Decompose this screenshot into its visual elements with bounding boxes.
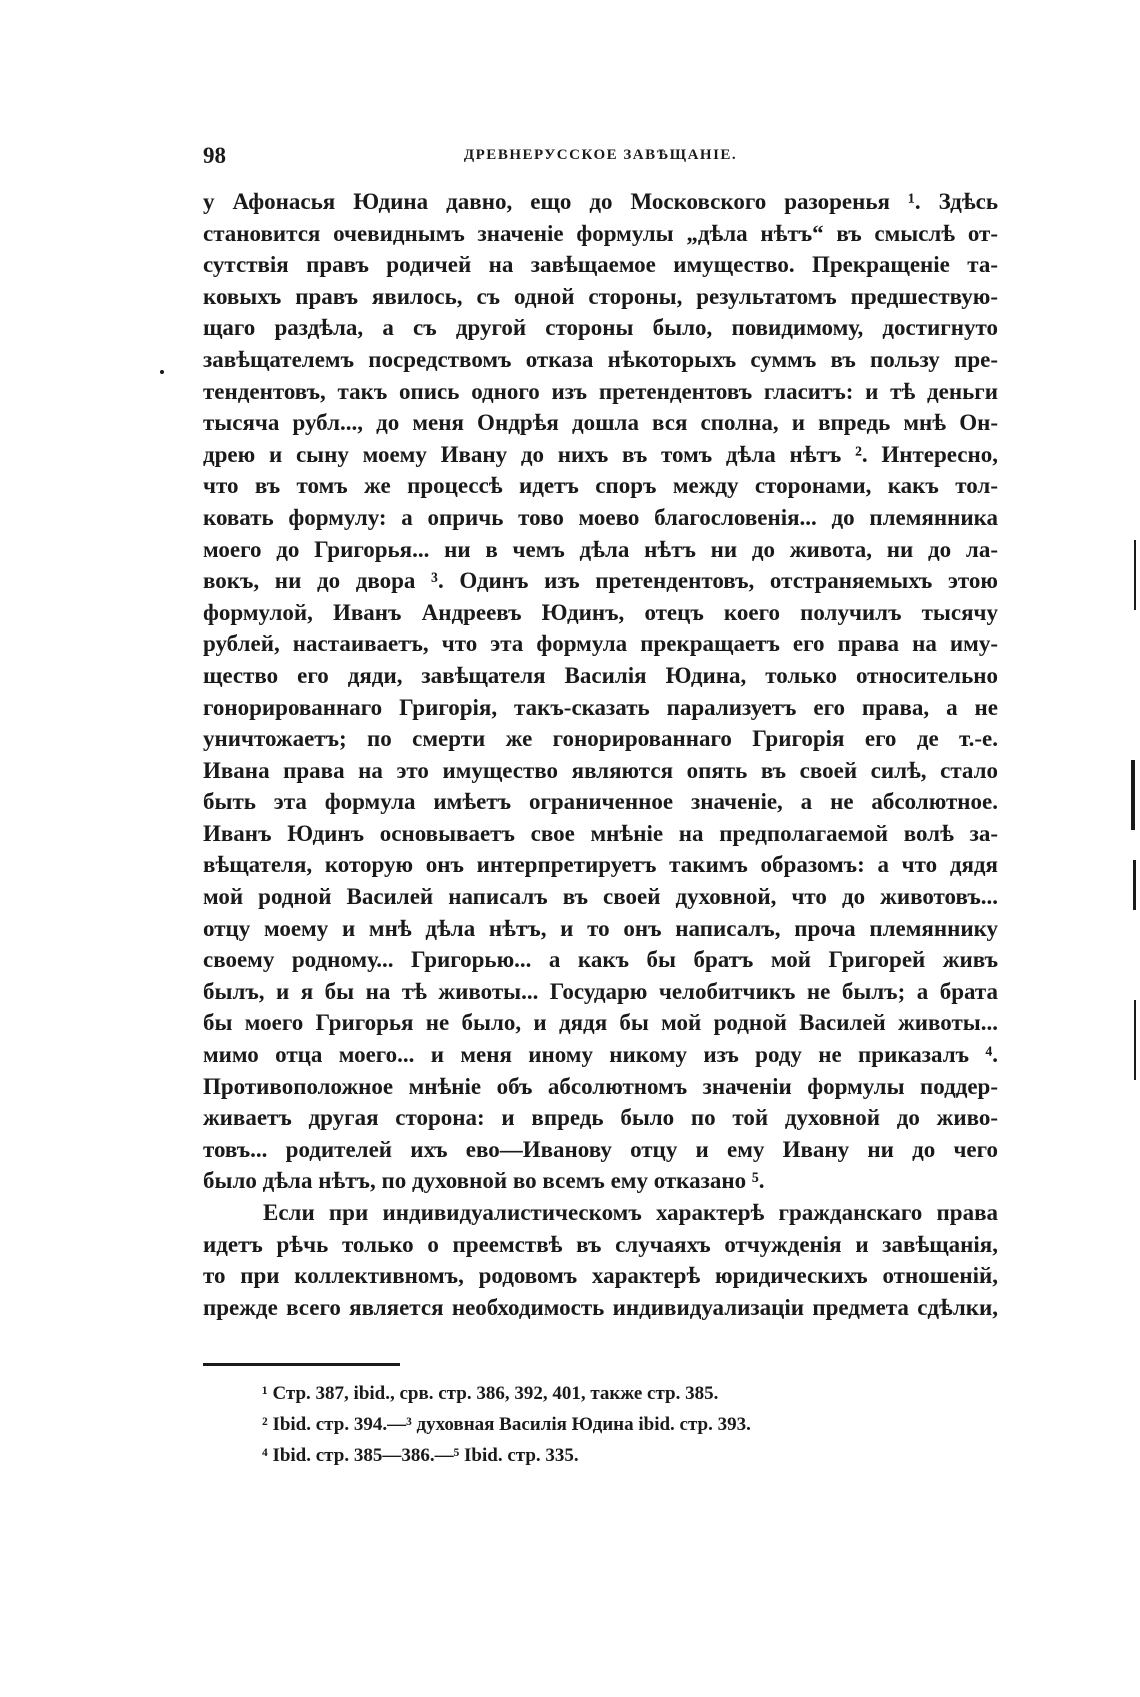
- text-line: то при коллективномъ, родовомъ характерѣ юридическихъ отношеній,: [203, 1263, 998, 1289]
- text-line: щаго раздѣла, а съ другой стороны было, повидимому, достигнуто: [203, 315, 998, 341]
- footnote: ¹ Стр. 387, ibid., срв. стр. 386, 392, 401, также стр. 385.: [262, 1383, 719, 1404]
- paragraph-start-line: Если при индивидуалистическомъ характерѣ гражданскаго права: [263, 1200, 998, 1225]
- margin-dot: [160, 370, 164, 374]
- text-line: тендентовъ, такъ опись одного изъ претендентовъ гласитъ: и тѣ деньги: [203, 378, 998, 404]
- text-line: уничтожаетъ; по смерти же гонорированнаго Григорія его де т.-е.: [203, 726, 998, 752]
- text-line: гонорированнаго Григорія, такъ-сказать парализуетъ его права, а не: [203, 694, 998, 720]
- text-line: товъ... родителей ихъ ево—Иванову отцу и ему Ивану ни до чего: [203, 1136, 998, 1162]
- footnote: ⁴ Ibid. стр. 385—386.—⁵ Ibid. стр. 335.: [262, 1445, 579, 1466]
- text-line: отцу моему и мнѣ дѣла нѣтъ, и то онъ написалъ, проча племяннику: [203, 915, 998, 941]
- text-line: тысяча рубл..., до меня Ондрѣя дошла вся сполна, и впредь мнѣ Он-: [203, 410, 998, 436]
- text-line: прежде всего является необходимость индивидуализаціи предмета сдѣлки,: [203, 1294, 998, 1320]
- text-line: ковать формулу: а опричь тово моево благословенія... до племянника: [203, 504, 998, 530]
- margin-edge-mark: [1134, 1000, 1136, 1080]
- text-line: своему родному... Григорью... а какъ бы братъ мой Григорей живъ: [203, 947, 998, 973]
- text-line: былъ, и я бы на тѣ животы... Государю челобитчикъ не былъ; а брата: [203, 978, 998, 1004]
- text-line: быть эта формула имѣетъ ограниченное значеніе, а не абсолютное.: [203, 789, 998, 815]
- text-line: Иванъ Юдинъ основываетъ свое мнѣніе на предполагаемой волѣ за-: [203, 820, 998, 846]
- body-text: [203, 186, 998, 1323]
- text-line: щество его дяди, завѣщателя Василія Юдина, только относительно: [203, 662, 998, 688]
- text-line: вѣщателя, которую онъ интерпретируетъ такимъ образомъ: а что дядя: [203, 852, 998, 878]
- footnotes: [262, 1378, 962, 1471]
- margin-edge-mark: [1134, 540, 1136, 610]
- text-line: дрею и сыну моему Ивану до нихъ въ томъ дѣла нѣтъ ². Интересно,: [203, 441, 998, 467]
- text-line: мимо отца моего... и меня иному никому изъ роду не приказалъ ⁴.: [203, 1042, 998, 1068]
- text-line: идетъ рѣчь только о преемствѣ въ случаяхъ отчужденія и завѣщанія,: [203, 1231, 998, 1257]
- text-line: у Афонасья Юдина давно, ещо до Московского разоренья ¹. Здѣсь: [203, 189, 998, 214]
- text-line: формулой, Иванъ Андреевъ Юдинъ, отецъ коего получилъ тысячу: [203, 599, 998, 625]
- text-line: сутствія правъ родичей на завѣщаемое имущество. Прекращеніе та-: [203, 252, 998, 278]
- text-line: Противоположное мнѣніе объ абсолютномъ значеніи формулы поддер-: [203, 1073, 998, 1099]
- text-line: мой родной Василей написалъ въ своей духовной, что до животовъ...: [203, 884, 998, 910]
- margin-edge-mark: [1131, 760, 1135, 830]
- paragraph-end-line: было дѣла нѣтъ, по духовной во всемъ ему отказано ⁵.: [203, 1168, 765, 1194]
- page-number: 98: [203, 143, 226, 168]
- text-line: что въ томъ же процессѣ идетъ споръ между сторонами, какъ тол-: [203, 473, 998, 499]
- text-line: моего до Григорья... ни в чемъ дѣла нѣтъ ни до живота, ни до ла-: [203, 536, 998, 562]
- running-title: ДРЕВНЕРУССКОЕ ЗАВѢЩАНІЕ.: [463, 147, 738, 163]
- text-line: Ивана права на это имущество являются опять въ своей силѣ, стало: [203, 757, 998, 783]
- text-line: живаетъ другая сторона: и впредь было по той духовной до живо-: [203, 1105, 998, 1131]
- text-line: рублей, настаиваетъ, что эта формула прекращаетъ его права на иму-: [203, 631, 998, 657]
- footnote: ² Ibid. стр. 394.—³ духовная Василія Юдина ibid. стр. 393.: [262, 1414, 751, 1435]
- text-line: бы моего Григорья не было, и дядя бы мой родной Василей животы...: [203, 1010, 998, 1036]
- text-line: ковыхъ правъ явилось, съ одной стороны, результатомъ предшествую-: [203, 283, 998, 309]
- page-header: [203, 143, 998, 173]
- margin-edge-mark: [1133, 860, 1136, 910]
- text-line: вокъ, ни до двора ³. Одинъ изъ претендентовъ, отстраняемыхъ этою: [203, 568, 998, 594]
- text-line: завѣщателемъ посредствомъ отказа нѣкоторыхъ суммъ въ пользу пре-: [203, 346, 998, 372]
- footnote-separator: [203, 1363, 400, 1366]
- text-line: становится очевиднымъ значеніе формулы „дѣла нѣтъ“ въ смыслѣ от-: [203, 220, 998, 246]
